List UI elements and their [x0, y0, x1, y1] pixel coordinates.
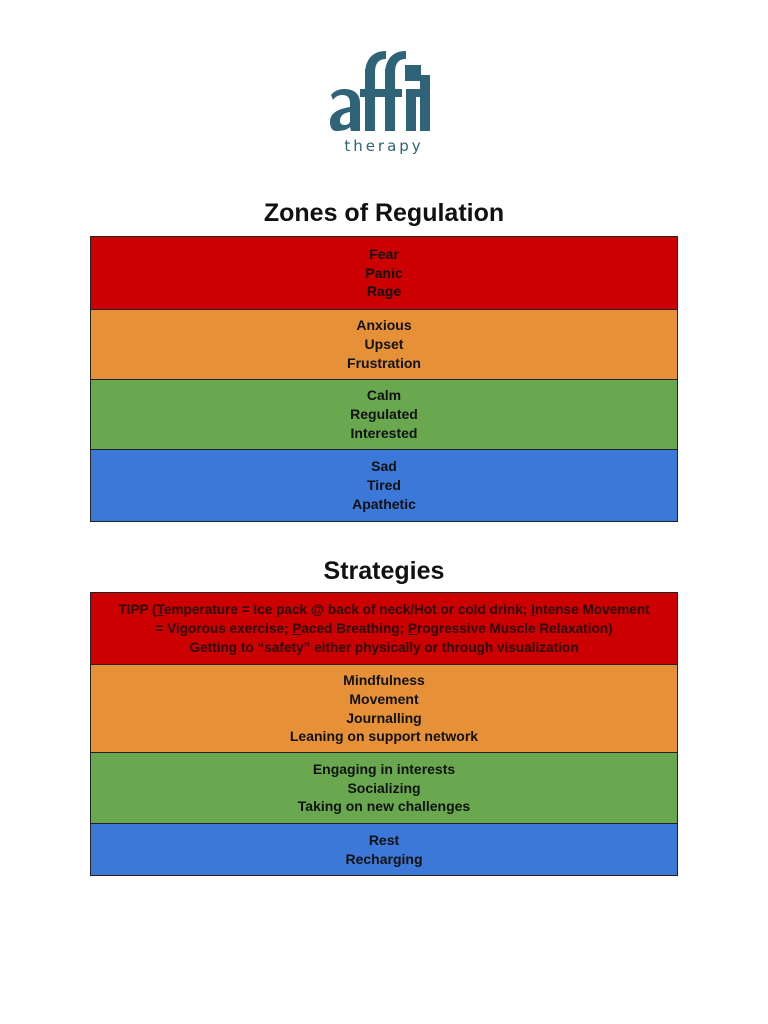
- zone-item: Anxious: [356, 317, 412, 334]
- strategies-table: [90, 592, 678, 876]
- zone-item: Calm: [366, 387, 402, 404]
- strategy-item: Socializing: [347, 779, 421, 796]
- zone-item: Rage: [366, 283, 402, 300]
- strategy-green: [91, 753, 677, 824]
- zone-red: [91, 237, 677, 310]
- zone-item: Regulated: [350, 406, 418, 423]
- strategy-item: Rest: [368, 831, 400, 848]
- zones-title: Zones of Regulation: [263, 199, 505, 227]
- zone-item: Upset: [364, 336, 404, 353]
- zones-table: [90, 236, 678, 522]
- affi-logo-mark: [330, 45, 438, 137]
- strategy-item: Engaging in interests: [312, 760, 456, 777]
- strategy-red: [91, 593, 677, 665]
- strategy-item: Movement: [349, 690, 419, 707]
- zone-item: Sad: [371, 458, 397, 475]
- strategy-orange: [91, 665, 677, 753]
- affi-therapy-logo: [330, 45, 438, 165]
- tipp-line-2: = Vigorous exercise; Paced Breathing; Progressive Muscle Relaxation): [155, 621, 613, 636]
- zone-item: Panic: [365, 264, 403, 281]
- tipp-line-1: TIPP (Temperature = Ice pack @ back of neck/Hot or cold drink; Intense Movement: [118, 602, 650, 617]
- zone-blue: [91, 450, 677, 521]
- strategy-blue: [91, 824, 677, 875]
- zone-item: Tired: [367, 477, 401, 494]
- strategy-item: Mindfulness: [343, 671, 425, 688]
- zone-orange: [91, 310, 677, 380]
- strategy-item: Recharging: [345, 850, 423, 867]
- zone-item: Frustration: [347, 354, 421, 371]
- strategy-item: Taking on new challenges: [297, 798, 471, 815]
- zone-green: [91, 380, 677, 450]
- strategy-item: Journalling: [346, 709, 422, 726]
- logo-wordmark: therapy: [344, 137, 424, 155]
- zone-item: Interested: [350, 424, 418, 441]
- strategies-title: Strategies: [323, 557, 445, 585]
- zone-item: Fear: [369, 245, 399, 262]
- strategy-item: Getting to “safety” either physically or through visualization: [189, 640, 579, 655]
- zone-item: Apathetic: [352, 495, 416, 512]
- strategy-item: Leaning on support network: [289, 728, 479, 745]
